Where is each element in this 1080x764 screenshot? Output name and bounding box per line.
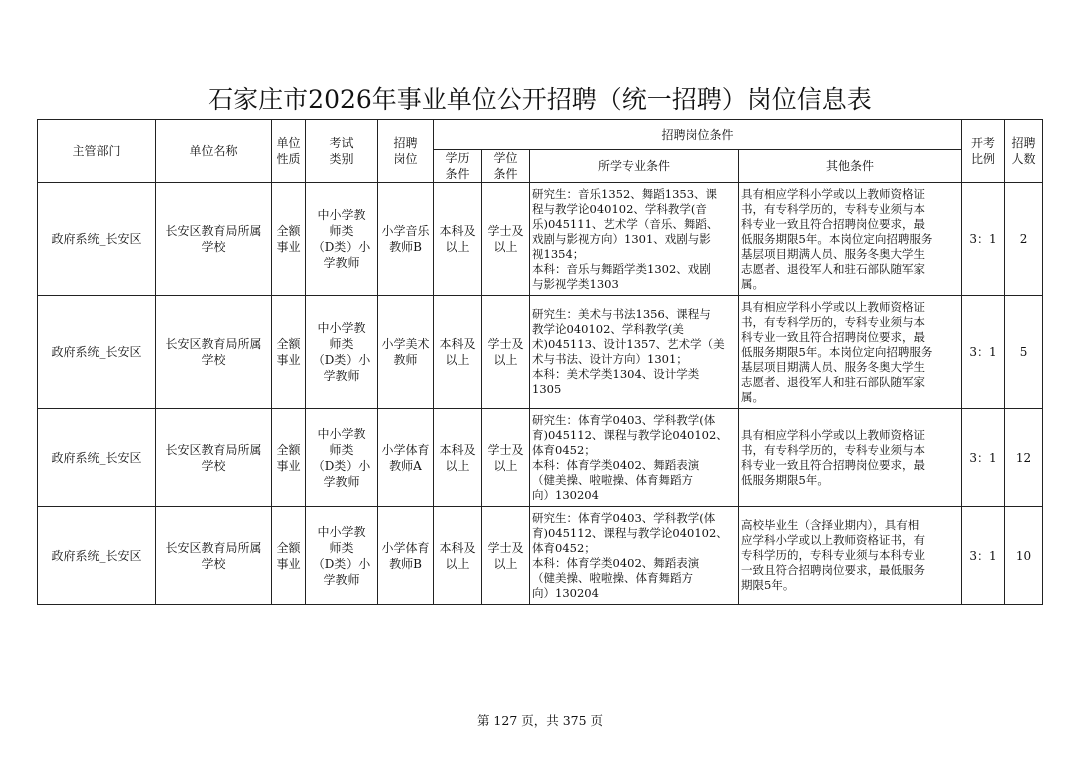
- cell-degree: 学士及 以上: [482, 507, 530, 605]
- cell-major: 研究生：体育学0403、学科教学(体 育)045112、课程与教学论040102、 体育0452； 本科：体育学类0402、舞蹈表演 （健美操、啦啦操、体育舞蹈方 向）130204: [530, 409, 739, 507]
- cell-exam: 中小学教 师类 （D类）小 学教师: [306, 183, 378, 296]
- cell-nature: 全额 事业: [272, 183, 306, 296]
- cell-other: 具有相应学科小学或以上教师资格证 书，有专科学历的，专科专业须与本 科专业一致且符合招聘岗位要求，最 低服务期限5年。: [739, 409, 962, 507]
- cell-ratio: 3：1: [962, 296, 1005, 409]
- cell-dept: 政府系统_长安区: [38, 507, 156, 605]
- cell-other: 具有相应学科小学或以上教师资格证 书，有专科学历的，专科专业须与本 科专业一致且符合招聘岗位要求，最 低服务期限5年。本岗位定向招聘服务 基层项目期满人员、服务冬奥大学生 志愿者、退役军人和驻石部队随军家 属。: [739, 183, 962, 296]
- table-row: [38, 409, 1043, 507]
- header-edu: 学历 条件: [434, 150, 482, 183]
- header-major: 所学专业条件: [530, 150, 739, 183]
- cell-other: 具有相应学科小学或以上教师资格证 书，有专科学历的，专科专业须与本 科专业一致且符合招聘岗位要求，最 低服务期限5年。本岗位定向招聘服务 基层项目期满人员、服务冬奥大学生 志愿者、退役军人和驻石部队随军家 属。: [739, 296, 962, 409]
- cell-exam: 中小学教 师类 （D类）小 学教师: [306, 507, 378, 605]
- cell-other: 高校毕业生（含择业期内），具有相 应学科小学或以上教师资格证书，有 专科学历的，专科专业须与本科专业 一致且符合招聘岗位要求，最低服务 期限5年。: [739, 507, 962, 605]
- cell-nature: 全额 事业: [272, 296, 306, 409]
- cell-nature: 全额 事业: [272, 409, 306, 507]
- page-title: 石家庄市2026年事业单位公开招聘（统一招聘）岗位信息表: [208, 85, 872, 114]
- cell-post: 小学体育 教师B: [378, 507, 434, 605]
- cell-degree: 学士及 以上: [482, 183, 530, 296]
- cell-exam: 中小学教 师类 （D类）小 学教师: [306, 409, 378, 507]
- recruitment-table: [37, 119, 1043, 605]
- cell-count: 5: [1005, 296, 1043, 409]
- header-dept: 主管部门: [38, 120, 156, 183]
- table-row: [38, 296, 1043, 409]
- cell-dept: 政府系统_长安区: [38, 183, 156, 296]
- header-degree: 学位 条件: [482, 150, 530, 183]
- header-post: 招聘 岗位: [378, 120, 434, 183]
- cell-degree: 学士及 以上: [482, 296, 530, 409]
- page-footer: 第 127 页，共 375 页: [476, 713, 604, 728]
- header-count: 招聘 人数: [1005, 120, 1043, 183]
- header-exam: 考试 类别: [306, 120, 378, 183]
- cell-unit: 长安区教育局所属 学校: [156, 296, 272, 409]
- cell-major: 研究生：美术与书法1356、课程与 教学论040102、学科教学(美 术)045113、设计1357、艺术学（美 术与书法、设计方向）1301； 本科：美术学类1304、设计学类 1305: [530, 296, 739, 409]
- cell-post: 小学音乐 教师B: [378, 183, 434, 296]
- cell-edu: 本科及 以上: [434, 507, 482, 605]
- cell-count: 2: [1005, 183, 1043, 296]
- cell-post: 小学体育 教师A: [378, 409, 434, 507]
- table-row: [38, 183, 1043, 296]
- cell-count: 10: [1005, 507, 1043, 605]
- cell-count: 12: [1005, 409, 1043, 507]
- header-unit: 单位名称: [156, 120, 272, 183]
- cell-unit: 长安区教育局所属 学校: [156, 183, 272, 296]
- cell-ratio: 3：1: [962, 507, 1005, 605]
- cell-unit: 长安区教育局所属 学校: [156, 507, 272, 605]
- cell-exam: 中小学教 师类 （D类）小 学教师: [306, 296, 378, 409]
- cell-dept: 政府系统_长安区: [38, 296, 156, 409]
- cell-major: 研究生：音乐1352、舞蹈1353、课 程与教学论040102、学科教学(音 乐)045111、艺术学（音乐、舞蹈、 戏剧与影视方向）1301、戏剧与影 视1354； 本科：音乐与舞蹈学类1302、戏剧 与影视学类1303: [530, 183, 739, 296]
- cell-post: 小学美术 教师: [378, 296, 434, 409]
- cell-ratio: 3：1: [962, 409, 1005, 507]
- cell-nature: 全额 事业: [272, 507, 306, 605]
- cell-dept: 政府系统_长安区: [38, 409, 156, 507]
- header-other: 其他条件: [739, 150, 962, 183]
- table-row: [38, 507, 1043, 605]
- cell-edu: 本科及 以上: [434, 296, 482, 409]
- cell-edu: 本科及 以上: [434, 409, 482, 507]
- header-nature: 单位 性质: [272, 120, 306, 183]
- header-ratio: 开考 比例: [962, 120, 1005, 183]
- cell-edu: 本科及 以上: [434, 183, 482, 296]
- header-conditions: 招聘岗位条件: [434, 120, 962, 150]
- cell-major: 研究生：体育学0403、学科教学(体 育)045112、课程与教学论040102、 体育0452； 本科：体育学类0402、舞蹈表演 （健美操、啦啦操、体育舞蹈方 向）130204: [530, 507, 739, 605]
- cell-degree: 学士及 以上: [482, 409, 530, 507]
- cell-unit: 长安区教育局所属 学校: [156, 409, 272, 507]
- cell-ratio: 3：1: [962, 183, 1005, 296]
